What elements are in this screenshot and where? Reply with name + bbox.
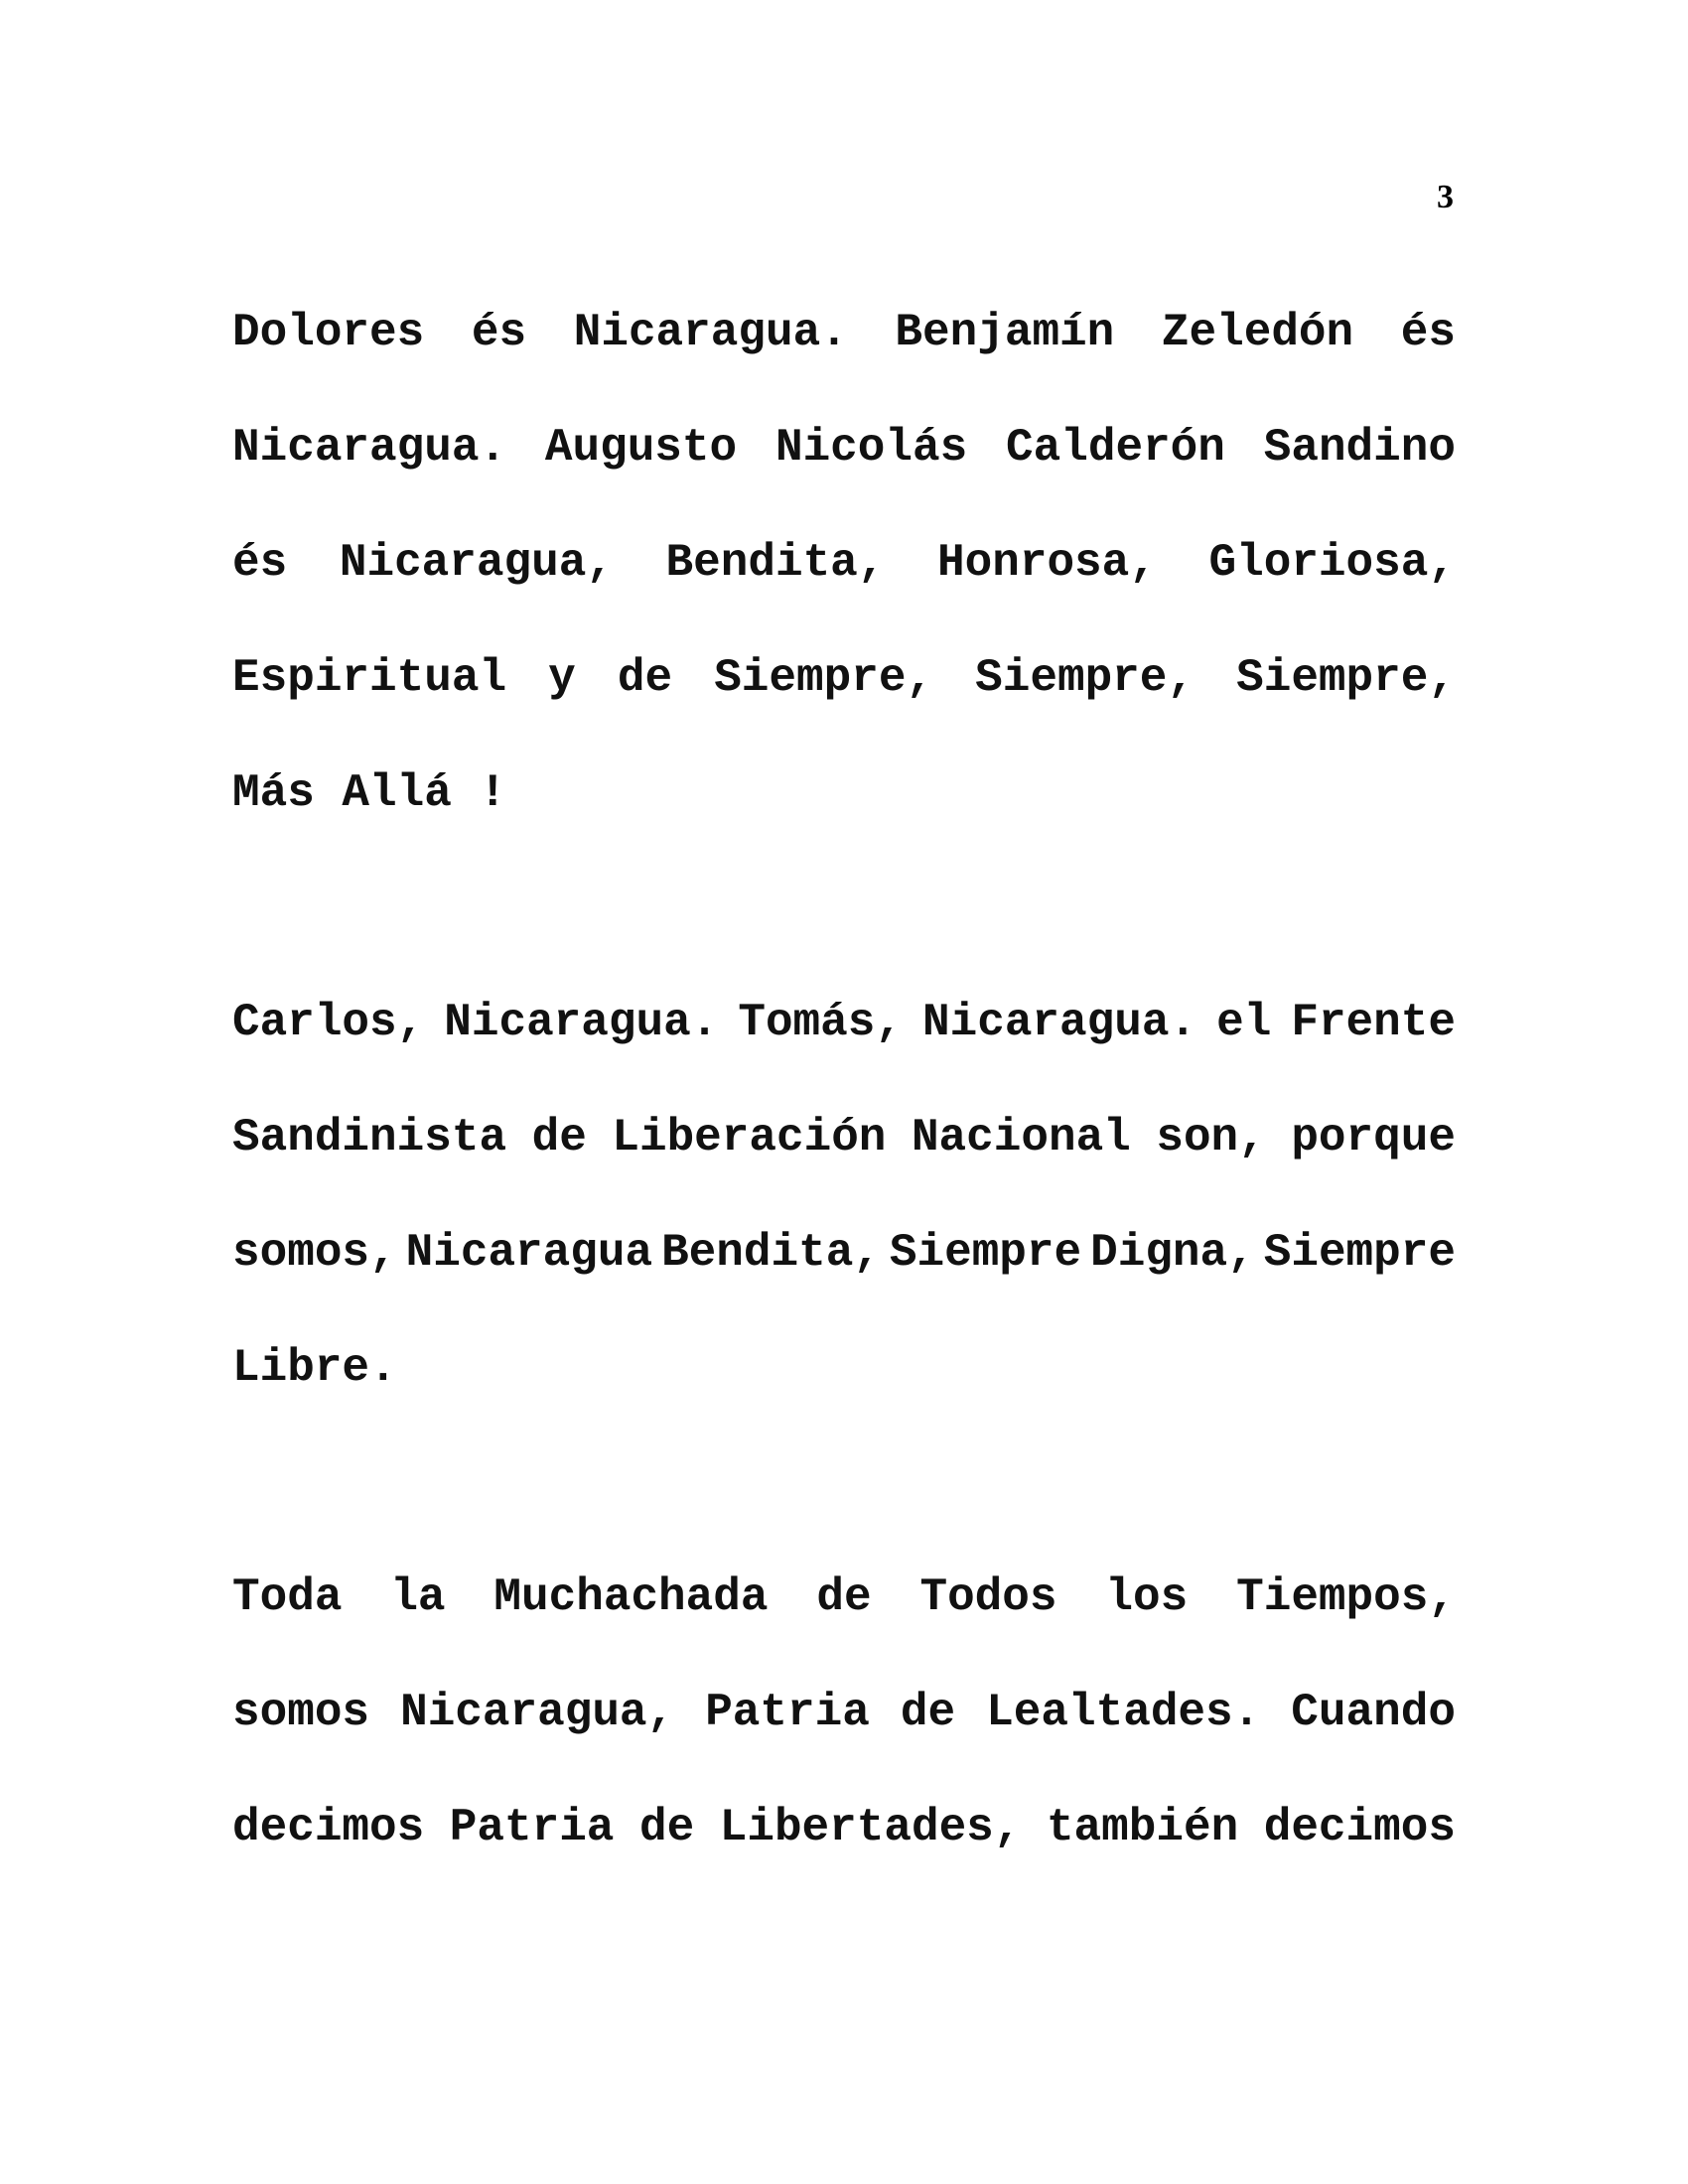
paragraph-2-line-1 <box>232 993 1456 1052</box>
word: Lealtades. <box>986 1687 1261 1738</box>
paragraph-1-line-2 <box>232 418 1456 478</box>
word: porque <box>1291 1112 1456 1163</box>
word: de <box>900 1687 956 1738</box>
word: Nacional <box>911 1112 1131 1163</box>
word: és <box>1400 307 1456 358</box>
word: Espiritual <box>232 652 507 704</box>
word: de <box>638 1802 695 1853</box>
word: Sandinista <box>232 1112 507 1163</box>
word: los <box>1105 1571 1189 1623</box>
word: Liberación <box>612 1112 887 1163</box>
paragraph-1-line-5: Más Allá ! <box>232 767 507 819</box>
word: Cuando <box>1291 1687 1456 1738</box>
word: Siempre, <box>975 652 1195 704</box>
word: Muchachada <box>493 1571 769 1623</box>
word: el <box>1216 997 1272 1048</box>
word: és <box>471 307 527 358</box>
word: la <box>390 1571 446 1623</box>
word: Frente <box>1291 997 1456 1048</box>
word: Gloriosa, <box>1208 537 1456 589</box>
word: de <box>531 1112 587 1163</box>
word: Sandino <box>1263 422 1456 474</box>
word: Honrosa, <box>937 537 1157 589</box>
word: Digna, <box>1090 1227 1255 1279</box>
word: son, <box>1156 1112 1266 1163</box>
word: Bendita, <box>661 1227 881 1279</box>
word: decimos <box>1263 1802 1456 1853</box>
paragraph-1-line-3 <box>232 533 1456 593</box>
word: Siempre, <box>1236 652 1456 704</box>
word: Bendita, <box>665 537 886 589</box>
word: Nicaragua. <box>444 997 719 1048</box>
paragraph-2-line-2 <box>232 1108 1456 1167</box>
word: también <box>1046 1802 1239 1853</box>
paragraph-1-line-4 <box>232 648 1456 708</box>
word: Nicolás <box>774 422 968 474</box>
word: Nicaragua. <box>573 307 848 358</box>
word: Augusto <box>544 422 738 474</box>
word: Nicaragua <box>405 1227 653 1279</box>
word: Todos <box>919 1571 1057 1623</box>
word: Tomás, <box>738 997 903 1048</box>
word: Patria <box>449 1802 615 1853</box>
paragraph-1-line-1 <box>232 303 1456 362</box>
word: Nicaragua, <box>400 1687 675 1738</box>
word: Tiempos, <box>1236 1571 1456 1623</box>
word: somos <box>232 1687 370 1738</box>
paragraph-3-line-1 <box>232 1568 1456 1627</box>
word: Dolores <box>232 307 425 358</box>
word: Zeledón <box>1161 307 1354 358</box>
word: Toda <box>232 1571 343 1623</box>
word: decimos <box>232 1802 425 1853</box>
word: Libertades, <box>719 1802 1022 1853</box>
word: de <box>816 1571 872 1623</box>
word: Calderón <box>1006 422 1225 474</box>
word: Siempre, <box>714 652 934 704</box>
word: Siempre <box>889 1227 1082 1279</box>
word: de <box>617 652 673 704</box>
paragraph-3-line-2 <box>232 1683 1456 1742</box>
word: és <box>232 537 288 589</box>
word: Benjamín <box>895 307 1115 358</box>
paragraph-2-line-4: Libre. <box>232 1342 397 1394</box>
word: somos, <box>232 1227 397 1279</box>
word: Nicaragua. <box>922 997 1197 1048</box>
page-number: 3 <box>1437 179 1454 215</box>
word: Nicaragua. <box>232 422 507 474</box>
paragraph-3-line-3 <box>232 1798 1456 1857</box>
word: Patria <box>705 1687 870 1738</box>
word: Carlos, <box>232 997 425 1048</box>
word: y <box>548 652 576 704</box>
paragraph-2-line-3 <box>232 1223 1456 1283</box>
word: Nicaragua, <box>339 537 614 589</box>
word: Siempre <box>1263 1227 1456 1279</box>
